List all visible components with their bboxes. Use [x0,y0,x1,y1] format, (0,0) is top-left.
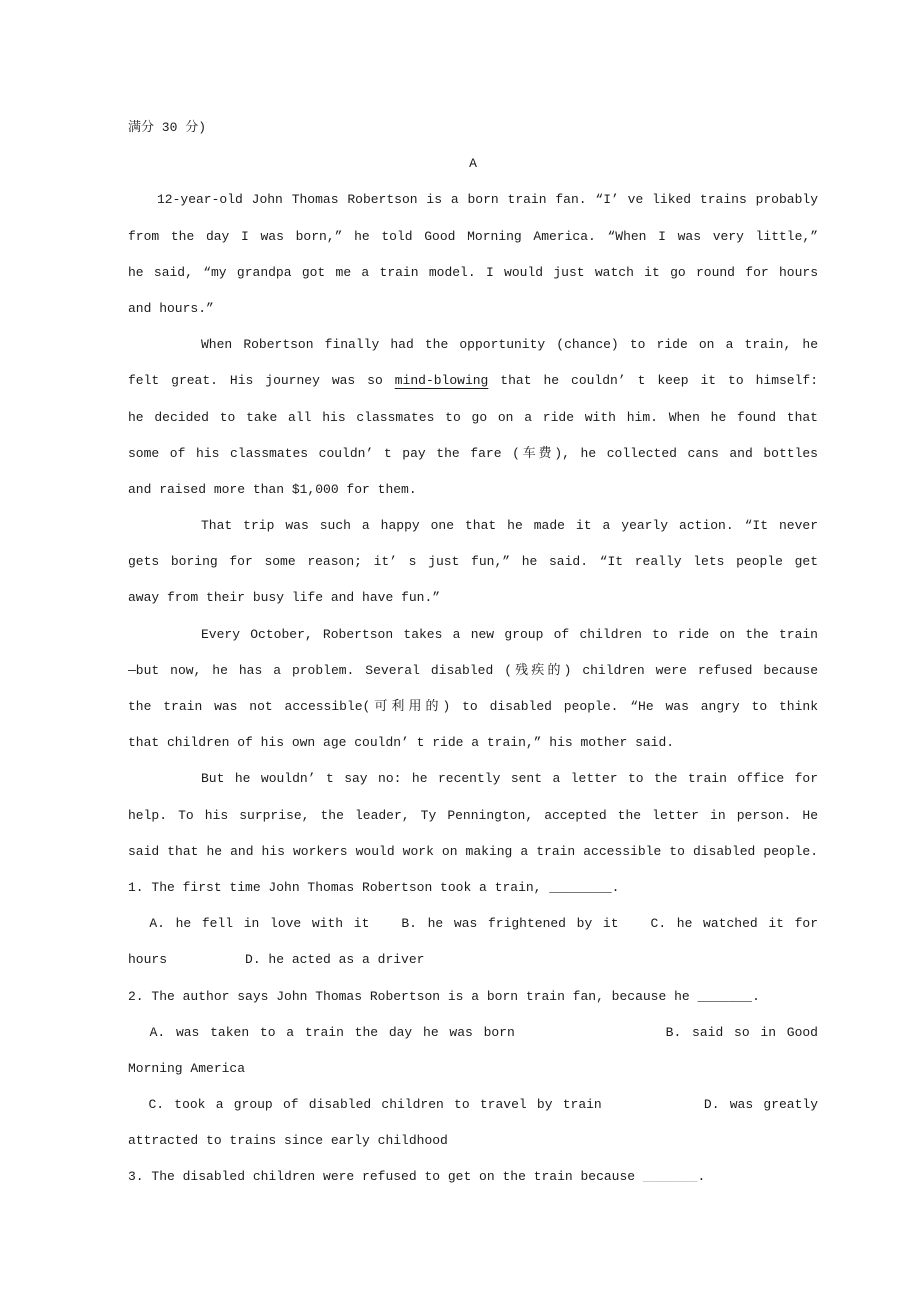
passage-line: he decided to take all his classmates to go on a ride with him. When he found that [128,409,818,425]
question-1-options-line: hours D. he acted as a driver [128,952,425,968]
passage-line: gets boring for some reason; it’ s just fun,” he said. “It really lets people get [128,554,818,570]
question-1-options-line: A. he fell in love with it B. he was frightened by it C. he watched it for [128,916,818,932]
passage-line: and hours.” [128,300,214,316]
question-3-stem [128,1159,818,1195]
document-page [128,110,818,1196]
underlined-word: mind-blowing [394,373,489,389]
passage-line: But he wouldn’ t say no: he recently sent a letter to the train office for [201,771,818,787]
question-2-options-line: attracted to trains since early childhood [128,1133,448,1149]
answer-blank: _______ [642,1169,698,1185]
passage-line: the train was not accessible(可利用的) to disabled people. “He was angry to think [128,699,818,714]
passage-line: and raised more than $1,000 for them. [128,481,417,497]
question-2-options-line: A. was taken to a train the day he was born B. said so in Good [128,1024,818,1040]
passage-line: from the day I was born,” he told Good Morning America. “When I was very little,” [128,228,818,244]
passage-text: that he couldn’ t keep it to himself: [488,373,818,389]
passage-line: some of his classmates couldn’ t pay the fare (车费), he collected cans and bottles [128,445,818,461]
passage-line: 12-year-old John Thomas Robertson is a born train fan. “I’ ve liked trains probably [157,192,818,208]
passage-line: —but now, he has a problem. Several disabled (残疾的) children were refused because [128,662,818,678]
question-2-options-line: Morning America [128,1060,246,1076]
passage-line: When Robertson finally had the opportunity (chance) to ride on a train, he [201,337,818,353]
question-2-stem: 2. The author says John Thomas Robertson is a born train fan, because he _______. [128,988,760,1004]
passage-line: Every October, Robertson takes a new group of children to ride on the train [201,626,818,642]
score-note: 满分 30 分) [128,120,207,135]
passage-line: he said, “my grandpa got me a train model. I would just watch it go round for hours [128,264,818,280]
question-text: 3. The disabled children were refused to get on the train because [128,1169,643,1185]
passage-line [128,363,818,399]
passage-line: help. To his surprise, the leader, Ty Pennington, accepted the letter in person. He [128,807,818,823]
question-2-options-line: C. took a group of disabled children to travel by train D. was greatly [128,1097,818,1113]
question-text: . [697,1169,706,1185]
passage-text: felt great. His journey was so [128,373,395,389]
passage-line: that children of his own age couldn’ t ride a train,” his mother said. [128,735,675,751]
question-1-stem: 1. The first time John Thomas Robertson took a train, ________. [128,879,620,895]
passage-line: That trip was such a happy one that he made it a yearly action. “It never [201,518,818,534]
section-heading: A [469,156,477,172]
passage-line: said that he and his workers would work on making a train accessible to disabled people. [128,843,818,859]
passage-line: away from their busy life and have fun.” [128,590,441,606]
